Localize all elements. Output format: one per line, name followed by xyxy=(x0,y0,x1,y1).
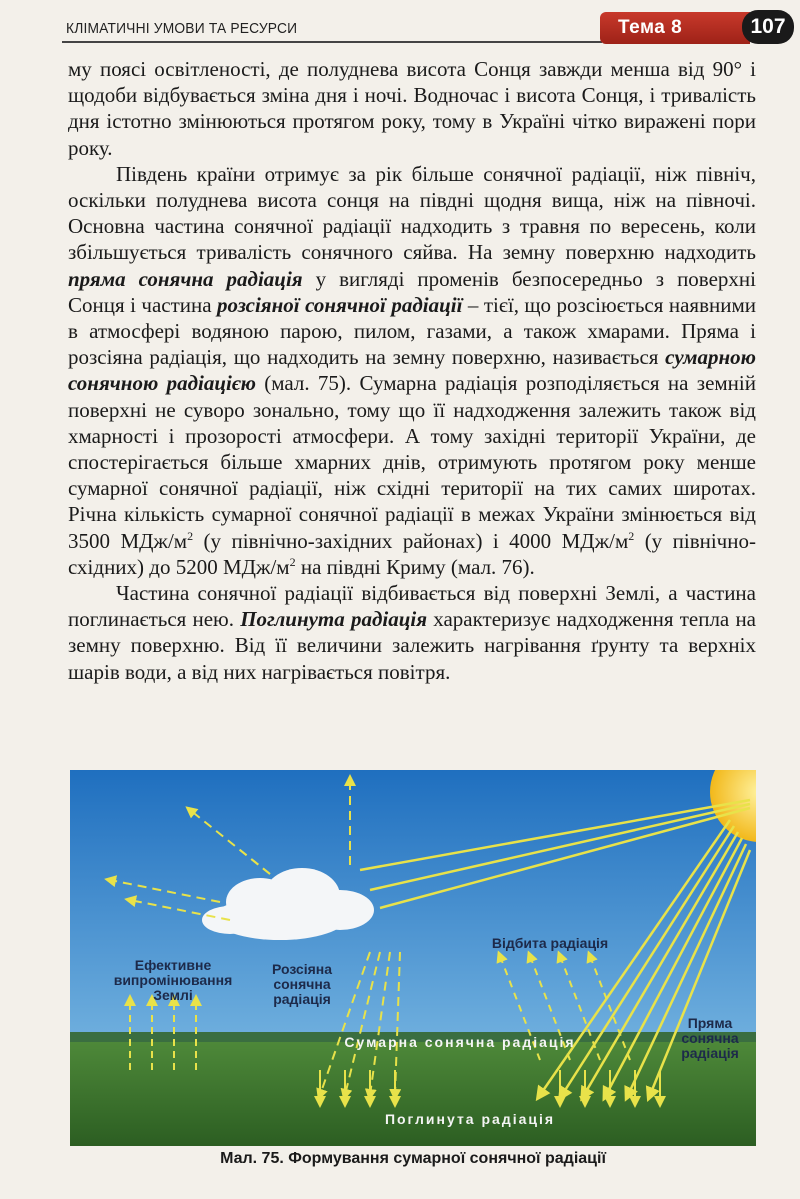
label-reflected-radiation: Відбита радіація xyxy=(491,935,609,951)
section-title: КЛІМАТИЧНІ УМОВИ ТА РЕСУРСИ xyxy=(66,20,298,37)
term-total-radiation: сумарною сонячною радіацією xyxy=(68,345,756,396)
header-divider xyxy=(62,41,602,43)
radiation-figure xyxy=(70,770,756,1146)
topic-badge: Тема 8 xyxy=(600,12,750,44)
label-scattered-radiation: Розсіяна сонячна радіація xyxy=(271,961,333,1007)
page-header xyxy=(0,0,800,46)
term-direct-radiation: пряма сонячна радіація xyxy=(68,266,303,291)
label-total-radiation: Сумарна сонячна радіація xyxy=(344,1034,576,1050)
paragraph-3: Частина сонячної радіації відбивається від поверхні Землі, а частина поглинається нею. Поглинута радіація характеризує надходження тепла на земну поверхню. Від її величини залежить нагрівання ґрунту та верхніх шарів води, а від них нагрівається повітря. xyxy=(68,581,756,684)
page-number: 107 xyxy=(742,10,794,44)
body-text xyxy=(68,56,756,685)
paragraph-1: му поясі освітленості, де полуднева висота Сонця завжди менша від 90° і щодоби відбувається зміна дня і ночі. Водночас і висота Сонця, і тривалість дня істотно змінюються протягом року, тому в Україні чітко виражені пори року. xyxy=(68,57,756,160)
ground xyxy=(70,1038,756,1146)
term-scattered-radiation: розсіяної сонячної радіації xyxy=(217,292,463,317)
label-absorbed-radiation: Поглинута радіація xyxy=(384,1111,556,1127)
figure-caption: Мал. 75. Формування сумарної сонячної радіації xyxy=(220,1150,606,1167)
label-direct-radiation: Пряма сонячна радіація xyxy=(681,1015,739,1061)
label-effective-radiation: Ефективне випромінювання Землі xyxy=(113,957,233,1003)
term-absorbed-radiation: Поглинута радіація xyxy=(240,607,428,632)
paragraph-2: Південь країни отримує за рік більше сонячної радіації, ніж північ, оскільки полуднева висота сонця на півдні щодня вища, ніж на півночі. Основна частина сонячної радіації надходить з травня по вересень, коли збільшується тривалість сонячного сяйва. На земну поверхню надходить пряма сонячна радіація у вигляді променів безпосередньо з поверхні Сонця і частина розсіяної сонячної радіації – тієї, що розсіюється наявними в атмосфері водяною парою, пилом, газами, а також хмарами. Пряма і розсіяна радіація, що надходить на земну поверхню, називається сумарною сонячною радіацією (мал. 75). Сумарна радіація розподіляється на земній поверхні не суворо зонально, тому що її надходження залежить також від хмарності і прозорості атмосфери. А тому західні території України, де спостерігається більше хмарних днів, отримують протягом року менше сумарної сонячної радіації, ніж східні території на тих самих широтах. Річна кількість сумарної сонячної радіації в межах України змінюється від 3500 МДж/$м^2$ (у північно-західних районах) і 4000 МДж/$м^2$ (у північно-східних) до 5200 МДж/$м^2$ на півдні Криму (мал. 76). xyxy=(68,161,756,579)
